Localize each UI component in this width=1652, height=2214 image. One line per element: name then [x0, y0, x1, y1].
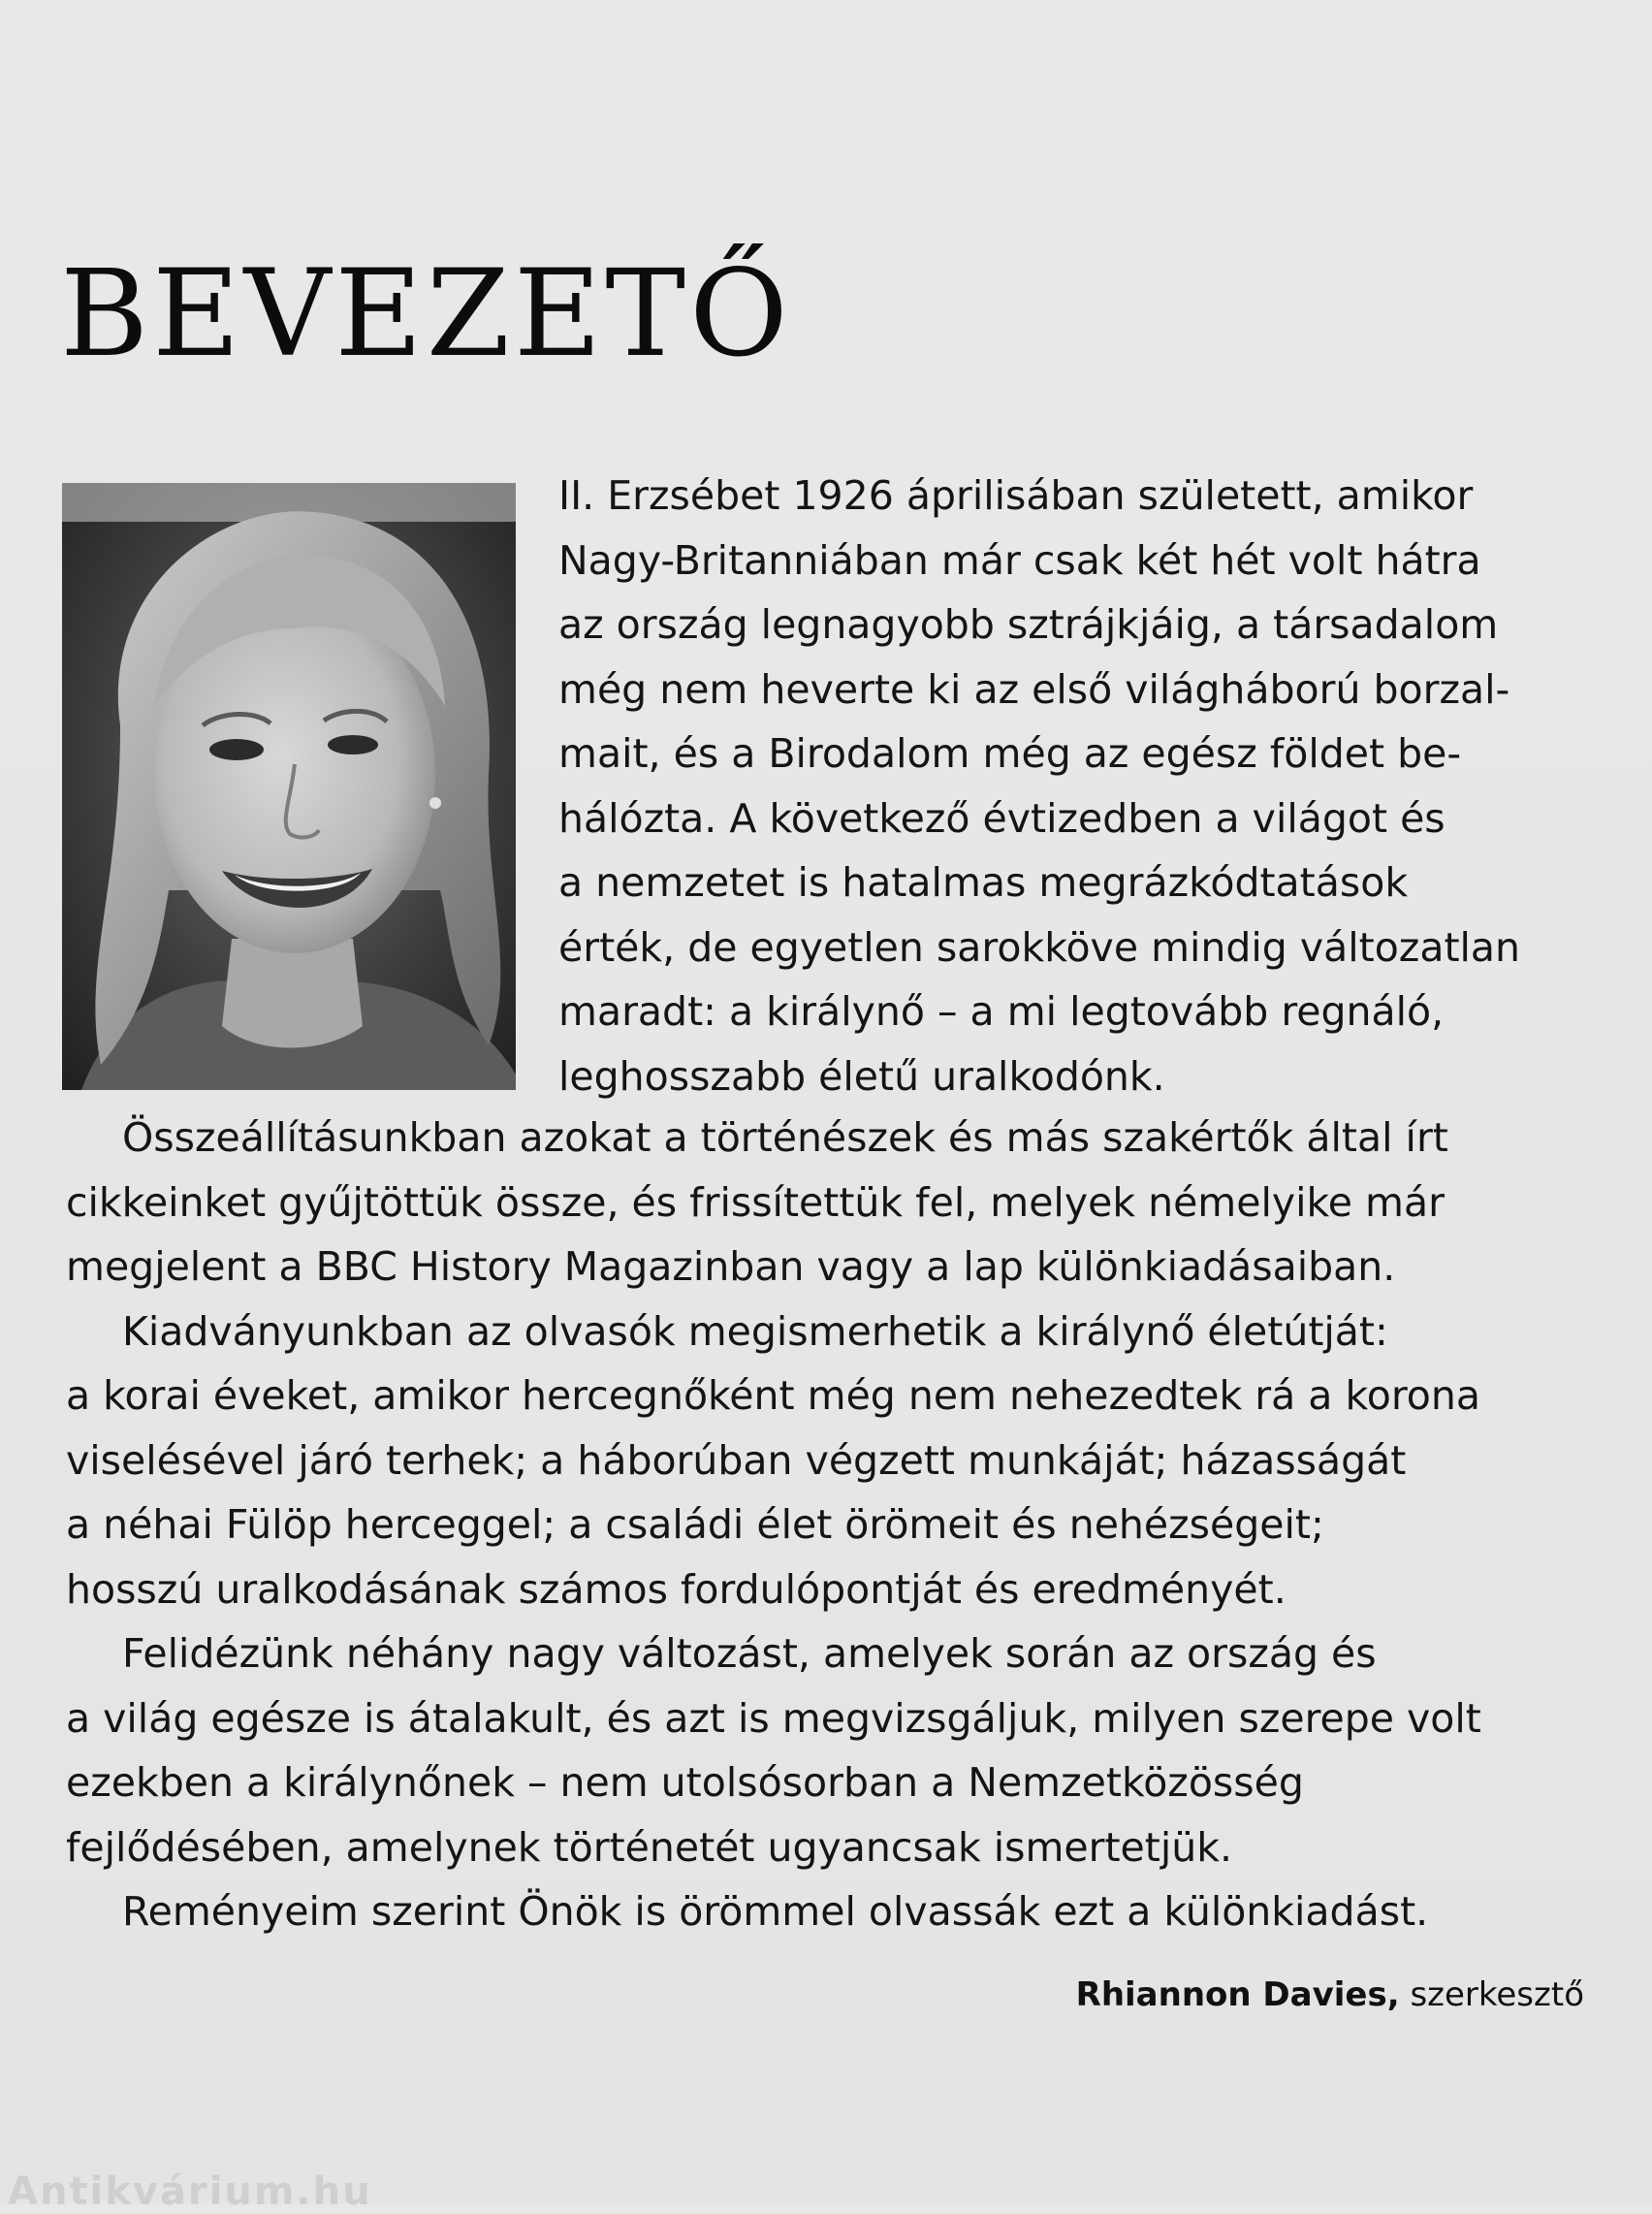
body-line: a néhai Fülöp herceggel; a családi élet örömeit és nehézségeit; — [66, 1501, 1324, 1548]
lead-line: II. Erzsébet 1926 áprilisában született, amikor — [558, 472, 1474, 519]
body-line: Kiadványunkban az olvasók megismerhetik a királynő életútját: — [122, 1307, 1388, 1355]
body-line: hosszú uralkodásának számos fordulópontját és eredményét. — [66, 1565, 1287, 1613]
body-line: Felidézünk néhány nagy változást, amelyek során az ország és — [122, 1630, 1377, 1677]
lead-line: Nagy-Britanniában már csak két hét volt hátra — [558, 536, 1481, 584]
body-line: ezekben a királynőnek – nem utolsósorban a Nemzetközösség — [66, 1759, 1304, 1806]
lead-line: mait, és a Birodalom még az egész földet be- — [558, 730, 1462, 777]
watermark: Antikvárium.hu — [8, 2169, 372, 2214]
lead-line: a nemzetet is hatalmas megrázkódtatások — [558, 859, 1409, 906]
body-line: Reményeim szerint Önök is örömmel olvassák ezt a különkiadást. — [122, 1888, 1429, 1935]
body-line: viselésével járó terhek; a háborúban végzett munkáját; házasságát — [66, 1436, 1407, 1484]
author-name: Rhiannon Davies, — [1075, 1975, 1400, 2014]
lead-line: érték, de egyetlen sarokköve mindig változatlan — [558, 923, 1521, 971]
page-title: BEVEZETŐ — [60, 244, 792, 384]
lead-line: még nem heverte ki az első világháború borzal- — [558, 665, 1510, 713]
body-line: cikkeinket gyűjtöttük össze, és frissítettük fel, melyek némelyike már — [66, 1178, 1445, 1226]
body-line: a világ egésze is átalakult, és azt is megvizsgáljuk, milyen szerepe volt — [66, 1694, 1481, 1742]
author-role: szerkesztő — [1410, 1975, 1584, 2014]
lead-line: maradt: a királynő – a mi legtovább regnáló, — [558, 988, 1445, 1035]
lead-line: az ország legnagyobb sztrájkjáig, a társadalom — [558, 601, 1499, 648]
portrait-image — [62, 483, 516, 1090]
lead-line: hálózta. A következő évtizedben a világot és — [558, 794, 1446, 842]
signature — [1076, 1973, 1584, 2017]
body-line: fejlődésében, amelynek történetét ugyancsak ismertetjük. — [66, 1823, 1233, 1871]
body-line: Összeállításunkban azokat a történészek és más szakértők által írt — [122, 1114, 1448, 1161]
lead-paragraph — [558, 464, 1625, 1108]
body-line: megjelent a BBC History Magazinban vagy a lap különkiadásaiban. — [66, 1243, 1396, 1290]
lead-line: leghosszabb életű uralkodónk. — [558, 1052, 1165, 1100]
editor-portrait — [62, 483, 516, 1090]
body-text — [66, 1106, 1617, 1944]
body-line: a korai éveket, amikor hercegnőként még nem nehezedtek rá a korona — [66, 1372, 1480, 1419]
